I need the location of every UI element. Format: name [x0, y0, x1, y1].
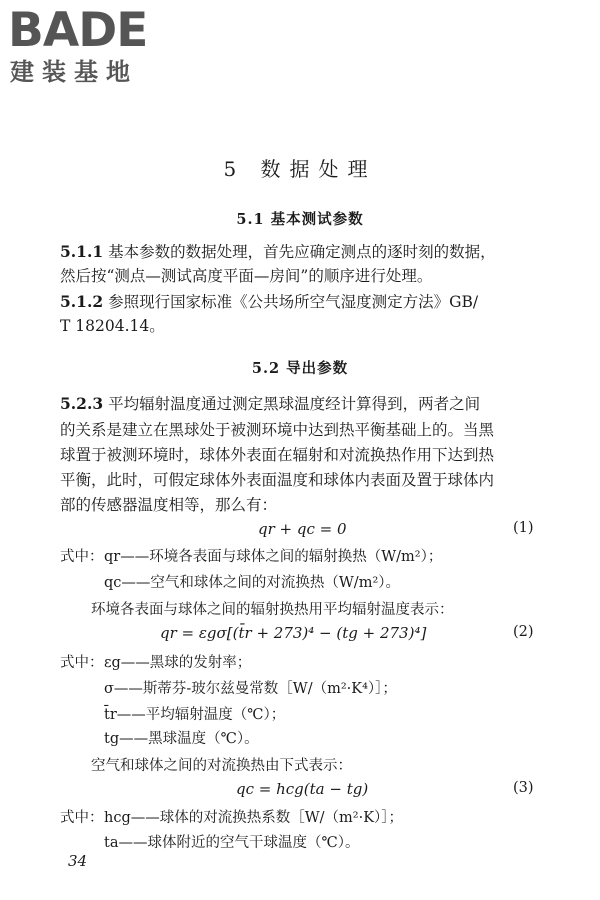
clause-number: 5.1.2 [60, 292, 104, 311]
page-number: 34 [68, 852, 88, 870]
clause-text: 平均辐射温度通过测定黑球温度经计算得到，两者之间 [108, 395, 481, 413]
clause-5-2-3-line3: 球置于被测环境时，球体外表面在辐射和对流换热作用下达到热 [60, 446, 495, 464]
definition-epsilon-g: εg——黑球的发射率； [104, 655, 252, 671]
publisher-logo [8, 3, 178, 90]
section-heading-5-2: 5.2 导出参数 [251, 360, 349, 377]
chapter-title: 5 数据处理 [223, 157, 377, 181]
where-label-3: 式中： [60, 810, 104, 826]
equation-2-number: (2) [513, 624, 534, 640]
clause-5-2-3-line5: 部的传感器温度相等，那么有： [60, 496, 278, 514]
clause-5-1-2 [60, 290, 478, 315]
definition-tg: tg——黑球温度（℃）。 [104, 731, 259, 747]
equation-2-intro: 环境各表面与球体之间的辐射换热用平均辐射温度表示： [91, 602, 454, 618]
equation-1-number: (1) [513, 520, 534, 536]
equation-3-intro: 空气和球体之间的对流换热由下式表示： [91, 758, 352, 774]
equation-2: qr = εgσ[(t̄r + 273)⁴ − (tg + 273)⁴] [160, 624, 427, 642]
equation-3: qc = hcg(ta − tg) [236, 780, 369, 798]
clause-text: 基本参数的数据处理，首先应确定测点的逐时刻的数据， [108, 243, 496, 261]
logo-wordmark: BADE [8, 3, 148, 58]
logo-subtitle: 建装基地 [10, 58, 138, 86]
clause-5-1-1 [60, 240, 496, 265]
equation-1: qr + qc = 0 [258, 520, 347, 538]
definition-tr: t̄r——平均辐射温度（℃）； [104, 707, 286, 723]
definition-qr: qr——环境各表面与球体之间的辐射换热（W/m²）； [104, 549, 443, 565]
definition-hcg: hcg——球体的对流换热系数［W/（m²·K）］； [104, 810, 404, 826]
section-heading-5-1: 5.1 基本测试参数 [236, 211, 364, 228]
clause-5-2-3-line4: 平衡，此时，可假定球体外表面温度和球体内表面及置于球体内 [60, 471, 495, 489]
clause-number: 5.2.3 [60, 394, 104, 413]
equation-3-number: (3) [513, 780, 534, 796]
clause-5-1-1-cont: 然后按“测点—测试高度平面—房间”的顺序进行处理。 [60, 267, 433, 285]
clause-5-2-3-line2: 的关系是建立在黑球处于被测环境中达到热平衡基础上的。当黑 [60, 421, 495, 439]
clause-5-1-2-cont: T 18204.14。 [60, 317, 165, 335]
definition-sigma: σ——斯蒂芬-玻尔兹曼常数［W/（m²·K⁴）］； [104, 681, 397, 697]
definition-qc: qc——空气和球体之间的对流换热（W/m²）。 [104, 575, 401, 591]
where-label-2: 式中： [60, 655, 104, 671]
clause-number: 5.1.1 [60, 242, 104, 261]
clause-5-2-3 [60, 392, 480, 417]
clause-text: 参照现行国家标准《公共场所空气湿度测定方法》GB/ [108, 293, 479, 311]
where-label-1: 式中： [60, 549, 104, 565]
definition-ta: ta——球体附近的空气干球温度（℃）。 [104, 835, 360, 851]
